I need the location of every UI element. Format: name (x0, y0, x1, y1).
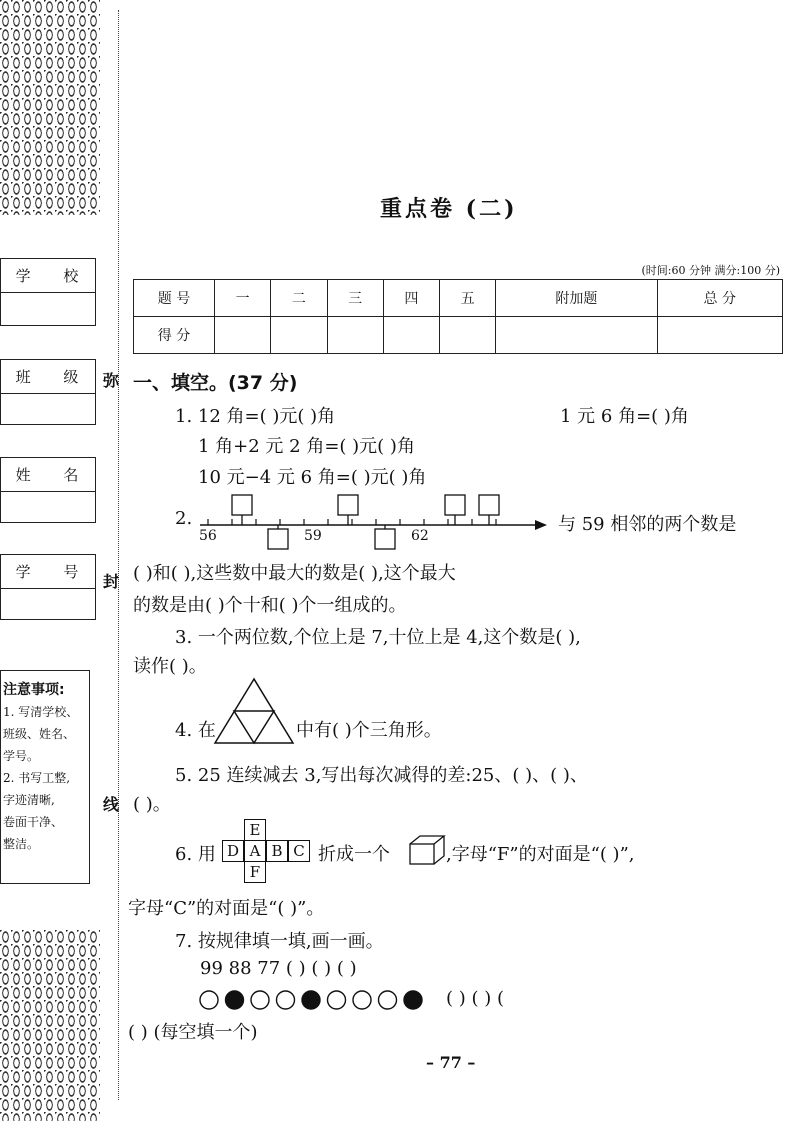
class-box (0, 359, 96, 425)
decorative-pattern-top (0, 0, 100, 215)
empty-circle (328, 991, 346, 1009)
tick-label-62: 62 (411, 528, 429, 544)
question-4-post: 中有( )个三角形。 (296, 720, 442, 741)
score-input-cell[interactable] (271, 317, 327, 354)
score-input-cell[interactable] (657, 317, 783, 354)
score-input-cell[interactable] (383, 317, 439, 354)
triangle-figure (212, 676, 296, 746)
question-1a: 1. 12 角=( )元( )角 (175, 406, 336, 427)
score-cell: 五 (440, 280, 496, 317)
score-input-cell[interactable] (327, 317, 383, 354)
question-2-line3: 的数是由( )个十和( )个一组成的。 (133, 595, 407, 616)
question-7-sequence: 99 88 77 ( ) ( ) ( ) (200, 958, 357, 979)
score-table-header-row (134, 280, 783, 317)
cut-char-xian: 线 (103, 795, 120, 814)
score-cell: 四 (383, 280, 439, 317)
score-cell: 二 (271, 280, 327, 317)
empty-circle (379, 991, 397, 1009)
notes-line: 班级、姓名、 (3, 727, 76, 741)
page-number: – 77 – (426, 1053, 476, 1072)
notes-line: 学号。 (3, 749, 40, 763)
net-cell-c: C (288, 840, 310, 862)
class-label: 班 级 (1, 360, 95, 394)
score-table (133, 279, 783, 354)
empty-circle (353, 991, 371, 1009)
tick-label-56: 56 (199, 528, 217, 544)
student-id-box (0, 554, 96, 620)
cube-net (222, 819, 312, 883)
cut-line (118, 10, 119, 1100)
score-cell: 一 (215, 280, 271, 317)
net-cell-d: D (222, 840, 244, 862)
question-1b: 1 元 6 角=( )角 (560, 406, 689, 427)
question-3-line1: 3. 一个两位数,个位上是 7,十位上是 4,这个数是( ), (175, 627, 581, 648)
score-cell: 总 分 (657, 280, 783, 317)
cut-char-mi: 弥 (103, 371, 120, 390)
question-7-circle-tail: ( ) ( ) ( (446, 988, 504, 1009)
notes-line: 2. 书写工整, (3, 771, 71, 785)
question-1c: 1 角+2 元 2 角=( )元( )角 (198, 436, 415, 457)
question-7-line4: ( ) (每空填一个) (128, 1022, 258, 1043)
score-cell: 得 分 (134, 317, 215, 354)
notes-line: 整洁。 (3, 837, 40, 851)
score-cell: 三 (327, 280, 383, 317)
score-input-cell[interactable] (496, 317, 657, 354)
notes-title: 注意事项: (3, 682, 65, 698)
number-line (195, 488, 555, 550)
question-1d: 10 元−4 元 6 角=( )元( )角 (198, 467, 427, 488)
question-6-mid: 折成一个 (318, 844, 390, 865)
net-cell-b: B (266, 840, 288, 862)
exam-meta: (时间:60 分钟 满分:100 分) (641, 264, 780, 277)
question-6-pre: 6. 用 (175, 844, 216, 865)
question-6-post: ,字母“F”的对面是“( )”, (446, 844, 635, 865)
name-label: 姓 名 (1, 458, 95, 492)
decorative-pattern-bottom (0, 930, 100, 1121)
question-5-line1: 5. 25 连续减去 3,写出每次减得的差:25、( )、( )、 (175, 765, 588, 786)
score-cell: 附加题 (496, 280, 657, 317)
filled-circle (302, 991, 320, 1009)
filled-circle (404, 991, 422, 1009)
notes-box (0, 670, 90, 884)
empty-circle (200, 991, 218, 1009)
notes-line: 1. 写清学校、 (3, 705, 79, 719)
question-2-number: 2. (175, 508, 193, 529)
question-6-line2: 字母“C”的对面是“( )”。 (128, 898, 325, 919)
net-cell-a: A (244, 840, 266, 862)
question-5-line2: ( )。 (133, 794, 171, 815)
question-7-line1: 7. 按规律填一填,画一画。 (175, 931, 384, 952)
school-box (0, 258, 96, 326)
name-box (0, 457, 96, 523)
net-cell-e: E (244, 819, 266, 841)
score-table-score-row (134, 317, 783, 354)
cut-char-feng: 封 (103, 572, 120, 591)
score-cell: 题 号 (134, 280, 215, 317)
filled-circle (226, 991, 244, 1009)
student-id-label: 学 号 (1, 555, 95, 589)
question-2-tail: 与 59 相邻的两个数是 (558, 514, 737, 535)
notes-line: 字迹清晰, (3, 793, 55, 807)
notes-line: 卷面干净、 (3, 815, 64, 829)
page-title: 重点卷 (二) (380, 196, 518, 222)
school-label: 学 校 (1, 259, 95, 293)
question-3-line2: 读作( )。 (133, 656, 207, 677)
question-2-line2: ( )和( ),这些数中最大的数是( ),这个最大 (133, 563, 456, 584)
circle-pattern (198, 989, 438, 1011)
cube-icon (408, 834, 446, 866)
tick-label-59: 59 (304, 528, 322, 544)
empty-circle (277, 991, 295, 1009)
empty-circle (251, 991, 269, 1009)
score-input-cell[interactable] (440, 317, 496, 354)
score-input-cell[interactable] (215, 317, 271, 354)
net-cell-f: F (244, 861, 266, 883)
question-4-pre: 4. 在 (175, 720, 216, 741)
section-heading: 一、填空。(37 分) (133, 372, 298, 394)
